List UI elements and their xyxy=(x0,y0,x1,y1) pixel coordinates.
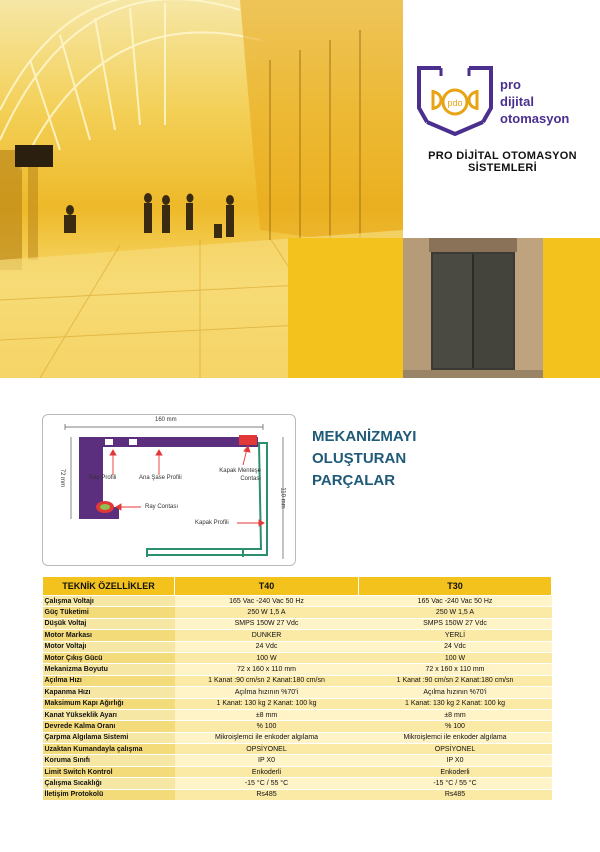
ana-sase-label: Ana Şase Profili xyxy=(139,475,182,481)
header-t30: T30 xyxy=(359,577,552,596)
spec-t40-cell: IP X0 xyxy=(175,755,359,766)
width-dimension-label: 160 mm xyxy=(155,417,177,423)
spec-label-cell: Mekanizma Boyutu xyxy=(43,664,175,675)
spec-t30-cell: ±8 mm xyxy=(359,709,552,720)
spec-t40-cell: 1 Kanat :90 cm/sn 2 Kanat:180 cm/sn xyxy=(175,675,359,686)
spec-t40-cell: ±8 mm xyxy=(175,709,359,720)
section-title-line: MEKANİZMAYI xyxy=(312,428,417,445)
spec-t40-cell: % 100 xyxy=(175,721,359,732)
logo-wordmark xyxy=(500,76,569,127)
spec-t30-cell: 100 W xyxy=(359,652,552,663)
spec-label-cell: Motor Çıkış Gücü xyxy=(43,652,175,663)
automatic-door-photo xyxy=(403,238,543,378)
table-row xyxy=(43,744,552,755)
table-row xyxy=(43,607,552,618)
table-row xyxy=(43,766,552,777)
mechanism-profile-diagram xyxy=(42,414,296,566)
table-row xyxy=(43,732,552,743)
spec-t40-cell: Enkoderli xyxy=(175,766,359,777)
ray-profili-label: Ray Profili xyxy=(89,475,117,481)
table-row xyxy=(43,652,552,663)
spec-label-cell: Uzaktan Kumandayla çalışma xyxy=(43,744,175,755)
table-header-row xyxy=(43,577,552,596)
spec-label-cell: Kanat Yükseklik Ayarı xyxy=(43,709,175,720)
spec-label-cell: Motor Voltajı xyxy=(43,641,175,652)
spec-label-cell: Çarpma Algılama Sistemi xyxy=(43,732,175,743)
logo-word-line: dijital xyxy=(500,94,534,109)
spec-t40-cell: 24 Vdc xyxy=(175,641,359,652)
section-title xyxy=(312,426,416,492)
spec-t40-cell: DUNKER xyxy=(175,630,359,641)
spec-t30-cell: SMPS 150W 27 Vdc xyxy=(359,618,552,629)
ray-contasi-label: Ray Contası xyxy=(145,504,179,510)
spec-t30-cell: 72 x 160 x 110 mm xyxy=(359,664,552,675)
spec-t40-cell: Rs485 xyxy=(175,789,359,800)
spec-t30-cell: 24 Vdc xyxy=(359,641,552,652)
yellow-accent-block xyxy=(288,238,403,378)
spec-t40-cell: 100 W xyxy=(175,652,359,663)
logo-word-line: otomasyon xyxy=(500,111,570,126)
section-title-line: PARÇALAR xyxy=(312,472,396,489)
spec-t30-cell: 1 Kanat: 130 kg 2 Kanat: 100 kg xyxy=(359,698,552,709)
table-row xyxy=(43,618,552,629)
spec-label-cell: Motor Markası xyxy=(43,630,175,641)
spec-t40-cell: 1 Kanat: 130 kg 2 Kanat: 100 kg xyxy=(175,698,359,709)
spec-t40-cell: 165 Vac -240 Vac 50 Hz xyxy=(175,596,359,607)
spec-t40-cell: 250 W 1,5 A xyxy=(175,607,359,618)
right-height-label: 110 mm xyxy=(279,487,286,509)
table-row xyxy=(43,755,552,766)
spec-t30-cell: 1 Kanat :90 cm/sn 2 Kanat:180 cm/sn xyxy=(359,675,552,686)
table-row xyxy=(43,596,552,607)
spec-label-cell: Güç Tüketimi xyxy=(43,607,175,618)
company-tagline: PRO DİJİTAL OTOMASYON SİSTEMLERİ xyxy=(428,150,577,174)
spec-t30-cell: % 100 xyxy=(359,721,552,732)
kapak-profili-label: Kapak Profili xyxy=(195,520,229,526)
spec-t30-cell: Enkoderli xyxy=(359,766,552,777)
logo-word-line: pro xyxy=(500,77,521,92)
spec-t40-cell: 72 x 160 x 110 mm xyxy=(175,664,359,675)
table-row xyxy=(43,698,552,709)
spec-t30-cell: 165 Vac -240 Vac 50 Hz xyxy=(359,596,552,607)
spec-label-cell: Çalışma Sıcaklığı xyxy=(43,778,175,789)
spec-label-cell: Maksimum Kapı Ağırlığı xyxy=(43,698,175,709)
spec-t40-cell: -15 °C / 55 °C xyxy=(175,778,359,789)
spec-t40-cell: OPSİYONEL xyxy=(175,744,359,755)
spec-t30-cell: -15 °C / 55 °C xyxy=(359,778,552,789)
kapak-mentese-label: Kapak Menteşe Contası xyxy=(219,468,261,482)
spec-label-cell: Koruma Sınıfı xyxy=(43,755,175,766)
table-row xyxy=(43,778,552,789)
company-logo-icon xyxy=(415,64,495,136)
spec-label-cell: Açılma Hızı xyxy=(43,675,175,686)
spec-t30-cell: Açılma hızının %70'i xyxy=(359,687,552,698)
spec-t40-cell: Açılma hızının %70'i xyxy=(175,687,359,698)
spec-t30-cell: OPSİYONEL xyxy=(359,744,552,755)
table-row xyxy=(43,687,552,698)
spec-t30-cell: Rs485 xyxy=(359,789,552,800)
spec-label-cell: Limit Switch Kontrol xyxy=(43,766,175,777)
svg-text:pdo: pdo xyxy=(447,98,463,108)
spec-t30-cell: YERLİ xyxy=(359,630,552,641)
table-row xyxy=(43,789,552,800)
spec-t30-cell: 250 W 1,5 A xyxy=(359,607,552,618)
table-row xyxy=(43,721,552,732)
spec-t40-cell: Mikroişlemci ile enkoder algılama xyxy=(175,732,359,743)
table-row xyxy=(43,664,552,675)
spec-label-cell: Çalışma Voltajı xyxy=(43,596,175,607)
header-t40: T40 xyxy=(175,577,359,596)
spec-label-cell: Devrede Kalma Oranı xyxy=(43,721,175,732)
yellow-accent-block xyxy=(543,238,600,378)
spec-t40-cell: SMPS 150W 27 Vdc xyxy=(175,618,359,629)
table-row xyxy=(43,641,552,652)
spec-t30-cell: IP X0 xyxy=(359,755,552,766)
header-features: TEKNİK ÖZELLİKLER xyxy=(43,577,175,596)
section-title-line: OLUŞTURAN xyxy=(312,450,407,467)
table-row xyxy=(43,675,552,686)
table-row xyxy=(43,709,552,720)
table-row xyxy=(43,630,552,641)
technical-specs-table xyxy=(42,576,552,801)
left-height-label: 72 mm xyxy=(59,468,66,488)
spec-t30-cell: Mikroişlemci ile enkoder algılama xyxy=(359,732,552,743)
spec-label-cell: Kapanma Hızı xyxy=(43,687,175,698)
spec-label-cell: Düşük Voltaj xyxy=(43,618,175,629)
spec-label-cell: İletişim Protokolü xyxy=(43,789,175,800)
